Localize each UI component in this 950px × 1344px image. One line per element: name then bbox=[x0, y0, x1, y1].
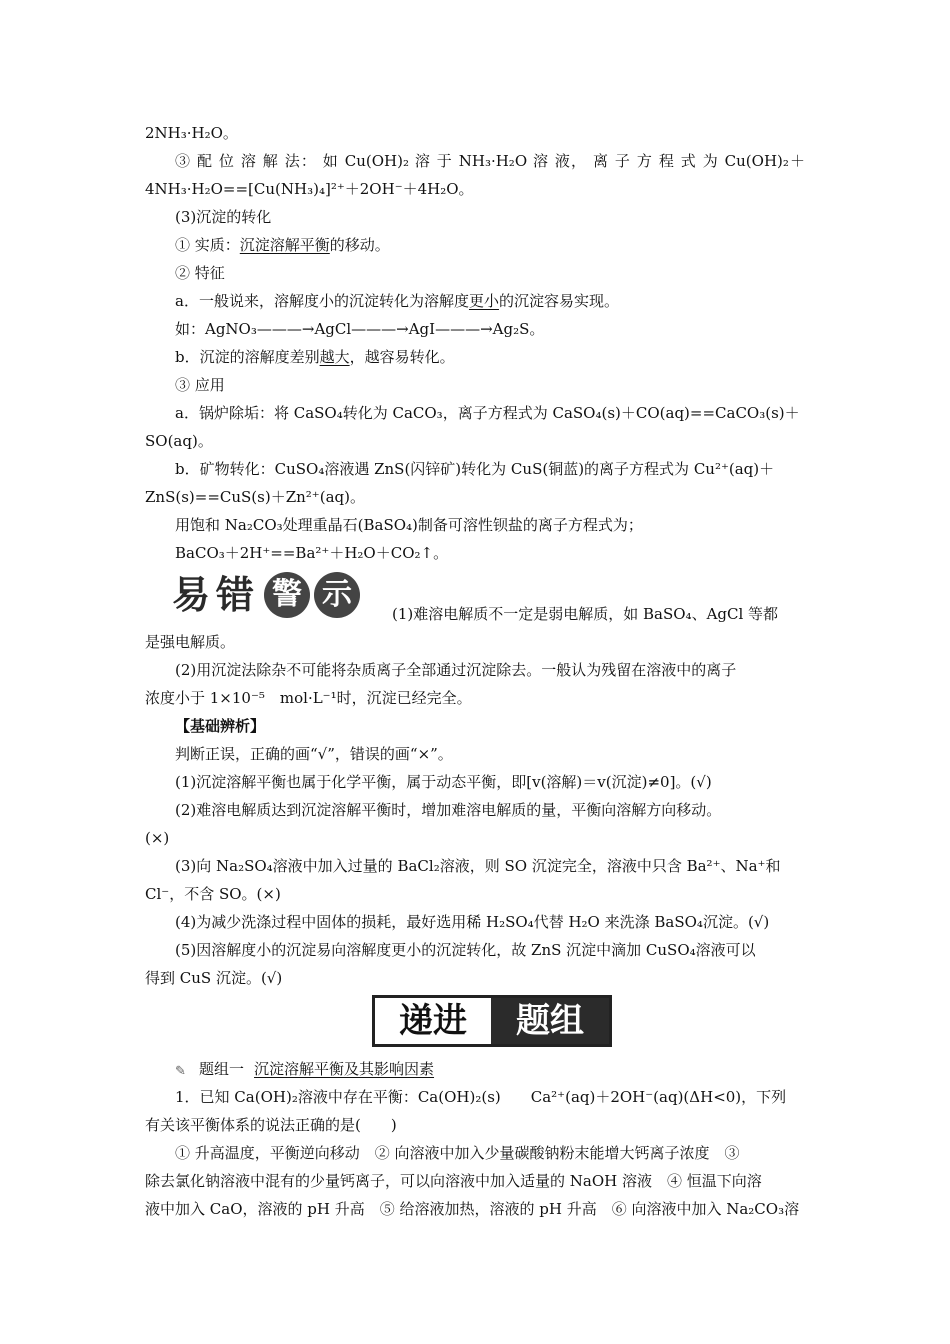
text-line: (2)用沉淀法除杂不可能将杂质离子全部通过沉淀除去。一般认为残留在溶液中的离子 bbox=[175, 661, 737, 679]
text-line: 4NH₃·H₂O==[Cu(NH₃)₄]²⁺＋2OH⁻＋4H₂O。 bbox=[145, 180, 474, 198]
banner-circle-char: 警 bbox=[264, 572, 310, 618]
text-span: 的沉淀容易实现。 bbox=[498, 292, 619, 310]
banner-left-text: 递进 bbox=[378, 1001, 488, 1041]
text-line: 2NH₃·H₂O。 bbox=[145, 124, 238, 142]
pencil-icon: ✎ bbox=[175, 1064, 186, 1079]
underlined-answer: 沉淀溶解平衡 bbox=[239, 236, 330, 254]
banner-char: 易 bbox=[172, 573, 211, 617]
judgement-item: (1)沉淀溶解平衡也属于化学平衡，属于动态平衡，即[v(溶解)＝v(沉淀)≠0]。(√) bbox=[175, 773, 712, 791]
text-line: (1)难溶电解质不一定是弱电解质，如 BaSO₄、AgCl 等都 bbox=[392, 605, 779, 623]
question-line: 1．已知 Ca(OH)₂溶液中存在平衡：Ca(OH)₂(s) Ca²⁺(aq)＋2OH⁻(aq)(ΔH<0)，下列 bbox=[175, 1088, 787, 1106]
text-line: ② 特征 bbox=[175, 264, 225, 282]
text-span: ，越容易转化。 bbox=[349, 348, 455, 366]
progressive-group-banner bbox=[372, 995, 612, 1047]
question-line: 有关该平衡体系的说法正确的是( ) bbox=[145, 1116, 397, 1134]
text-line: 用饱和 Na₂CO₃处理重晶石(BaSO₄)制备可溶性钡盐的离子方程式为； bbox=[175, 516, 643, 534]
section-heading: (3)沉淀的转化 bbox=[175, 208, 272, 226]
judgement-item: (4)为减少洗涤过程中固体的损耗，最好选用稀 H₂SO₄代替 H₂O 来洗涤 BaSO₄沉淀。(√) bbox=[175, 913, 770, 931]
text-line: ZnS(s)==CuS(s)＋Zn²⁺(aq)。 bbox=[145, 488, 365, 506]
text-line: a．锅炉除垢：将 CaSO₄转化为 CaCO₃，离子方程式为 CaSO₄(s)＋CO(aq)==CaCO₃(s)＋ bbox=[175, 404, 800, 422]
equation-line: BaCO₃＋2H⁺==Ba²⁺＋H₂O＋CO₂↑。 bbox=[175, 544, 449, 562]
text-line: 判断正误，正确的画“√”，错误的画“×”。 bbox=[175, 745, 453, 763]
text-line: Cl⁻，不含 SO。(×) bbox=[145, 885, 281, 903]
judgement-item: (2)难溶电解质达到沉淀溶解平衡时，增加难溶电解质的量，平衡向溶解方向移动。 bbox=[175, 801, 722, 819]
text-line bbox=[175, 235, 390, 255]
text-line: 浓度小于 1×10⁻⁵ mol·L⁻¹时，沉淀已经完全。 bbox=[145, 689, 472, 707]
judgement-item: (3)向 Na₂SO₄溶液中加入过量的 BaCl₂溶液，则 SO 沉淀完全，溶液中只含 Ba²⁺、Na⁺和 bbox=[175, 857, 781, 875]
error-warning-banner bbox=[172, 570, 368, 620]
text-line: (×) bbox=[145, 829, 170, 847]
text-span: a．一般说来，溶解度小的沉淀转化为溶解度 bbox=[175, 292, 469, 310]
text-span: b．沉淀的溶解度差别 bbox=[175, 348, 320, 366]
text-line bbox=[175, 347, 455, 367]
option-line: 除去氯化钠溶液中混有的少量钙离子，可以向溶液中加入适量的 NaOH 溶液 ④ 恒温下向溶 bbox=[145, 1172, 762, 1190]
underlined-answer: 越大 bbox=[319, 348, 350, 366]
text-line: ③ 应用 bbox=[175, 376, 225, 394]
text-span: ① 实质： bbox=[175, 236, 240, 254]
group-title: 沉淀溶解平衡及其影响因素 bbox=[254, 1060, 435, 1078]
text-line: SO(aq)。 bbox=[145, 432, 213, 450]
text-line: ③ 配 位 溶 解 法： 如 Cu(OH)₂ 溶 于 NH₃·H₂O 溶 液， 离 子 方 程 式 为 Cu(OH)₂＋ bbox=[175, 152, 805, 170]
section-heading: 【基础辨析】 bbox=[175, 717, 266, 735]
text-line: b．矿物转化：CuSO₄溶液遇 ZnS(闪锌矿)转化为 CuS(铜蓝)的离子方程式为 Cu²⁺(aq)＋ bbox=[175, 460, 775, 478]
underlined-answer: 更小 bbox=[468, 292, 499, 310]
banner-char: 错 bbox=[216, 573, 255, 617]
judgement-item: (5)因溶解度小的沉淀易向溶解度更小的沉淀转化，故 ZnS 沉淀中滴加 CuSO₄溶液可以 bbox=[175, 941, 756, 959]
group-heading bbox=[175, 1059, 434, 1079]
banner-circle-char: 示 bbox=[314, 572, 360, 618]
text-span: 的移动。 bbox=[329, 236, 390, 254]
text-line: 得到 CuS 沉淀。(√) bbox=[145, 969, 283, 987]
conversion-sequence: 如：AgNO₃———→AgCl———→AgI———→Ag₂S。 bbox=[175, 320, 545, 338]
text-line bbox=[175, 291, 619, 311]
banner-right-text: 题组 bbox=[491, 998, 609, 1044]
option-line: ① 升高温度，平衡逆向移动 ② 向溶液中加入少量碳酸钠粉末能增大钙离子浓度 ③ bbox=[175, 1144, 740, 1162]
option-line: 液中加入 CaO，溶液的 pH 升高 ⑤ 给溶液加热，溶液的 pH 升高 ⑥ 向溶液中加入 Na₂CO₃溶 bbox=[145, 1200, 800, 1218]
group-label: 题组一 bbox=[199, 1060, 245, 1078]
text-line: 是强电解质。 bbox=[145, 633, 236, 651]
